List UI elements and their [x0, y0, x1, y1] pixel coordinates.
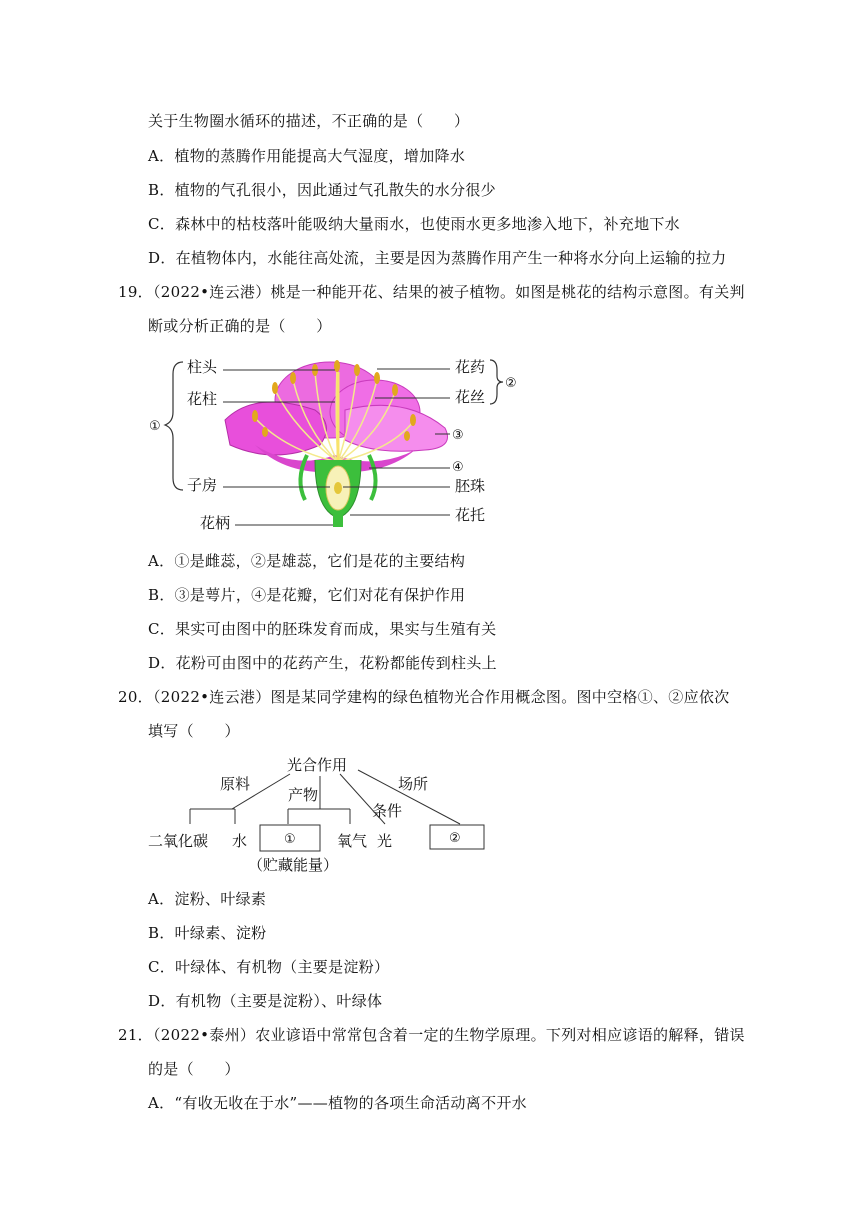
q20-stem-line1: 20．（2022•连云港）图是某同学建构的绿色植物光合作用概念图。图中空格①、②应依次: [118, 688, 730, 706]
label-stigma: 柱头: [187, 358, 218, 376]
q18-stem: 关于生物圈水循环的描述，不正确的是（ ）: [148, 112, 470, 130]
node-water: 水: [232, 832, 248, 850]
q18-option-c: C．森林中的枯枝落叶能吸纳大量雨水，也使雨水更多地渗入地下，补充地下水: [148, 215, 680, 233]
label-style: 花柱: [187, 390, 218, 408]
label-ovule: 胚珠: [455, 477, 486, 495]
q18-option-d: D．在植物体内，水能往高处流，主要是因为蒸腾作用产生一种将水分向上运输的拉力: [148, 249, 727, 267]
q20-option-d: D．有机物（主要是淀粉）、叶绿体: [148, 992, 383, 1010]
blank-box-2: ②: [449, 831, 461, 846]
q19-option-b: B．③是萼片，④是花瓣，它们对花有保护作用: [148, 586, 466, 604]
label-ovary: 子房: [187, 476, 218, 494]
edge-label-condition: 条件: [372, 802, 403, 820]
node-co2: 二氧化碳: [148, 832, 209, 850]
photosynthesis-concept-map: [140, 752, 500, 877]
q20-option-b: B．叶绿素、淀粉: [148, 924, 267, 942]
marker-2: ②: [505, 376, 517, 391]
q20-stem-line2: 填写（ ）: [148, 722, 240, 740]
q21-stem-line2: 的是（ ）: [148, 1060, 240, 1078]
node-light: 光: [377, 832, 393, 850]
node-oxygen: 氧气: [337, 832, 368, 850]
node-energy-note: （贮藏能量）: [248, 856, 339, 874]
marker-1: ①: [149, 419, 161, 434]
marker-3: ③: [452, 428, 464, 443]
blank-box-1: ①: [284, 832, 296, 847]
q18-option-a: A．植物的蒸腾作用能提高大气湿度，增加降水: [148, 147, 466, 165]
q19-stem-line1: 19．（2022•连云港）桃是一种能开花、结果的被子植物。如图是桃花的结构示意图。有关判: [118, 283, 745, 301]
edge-label-place: 场所: [398, 775, 429, 793]
edge-label-product: 产物: [288, 786, 319, 804]
q20-option-a: A．淀粉、叶绿素: [148, 890, 267, 908]
label-filament: 花丝: [455, 388, 486, 406]
label-pedicel: 花柄: [200, 514, 231, 532]
q19-option-c: C．果实可由图中的胚珠发育而成，果实与生殖有关: [148, 620, 497, 638]
q21-option-a: A．“有收无收在于水”——植物的各项生命活动离不开水: [148, 1094, 527, 1112]
q19-option-d: D．花粉可由图中的花药产生，花粉都能传到柱头上: [148, 654, 497, 672]
q20-option-c: C．叶绿体、有机物（主要是淀粉）: [148, 958, 390, 976]
concept-root: 光合作用: [287, 756, 348, 774]
edge-label-raw: 原料: [220, 775, 251, 793]
peach-flower-diagram: [145, 350, 525, 535]
q19-option-a: A．①是雌蕊，②是雄蕊，它们是花的主要结构: [148, 552, 466, 570]
q19-stem-line2: 断或分析正确的是（ ）: [148, 317, 332, 335]
label-anther: 花药: [455, 358, 486, 376]
q21-stem-line1: 21．（2022•泰州）农业谚语中常常包含着一定的生物学原理。下列对相应谚语的解释，错误: [118, 1026, 745, 1044]
label-receptacle: 花托: [455, 506, 486, 524]
marker-4: ④: [452, 460, 464, 475]
q18-option-b: B．植物的气孔很小，因此通过气孔散失的水分很少: [148, 181, 496, 199]
